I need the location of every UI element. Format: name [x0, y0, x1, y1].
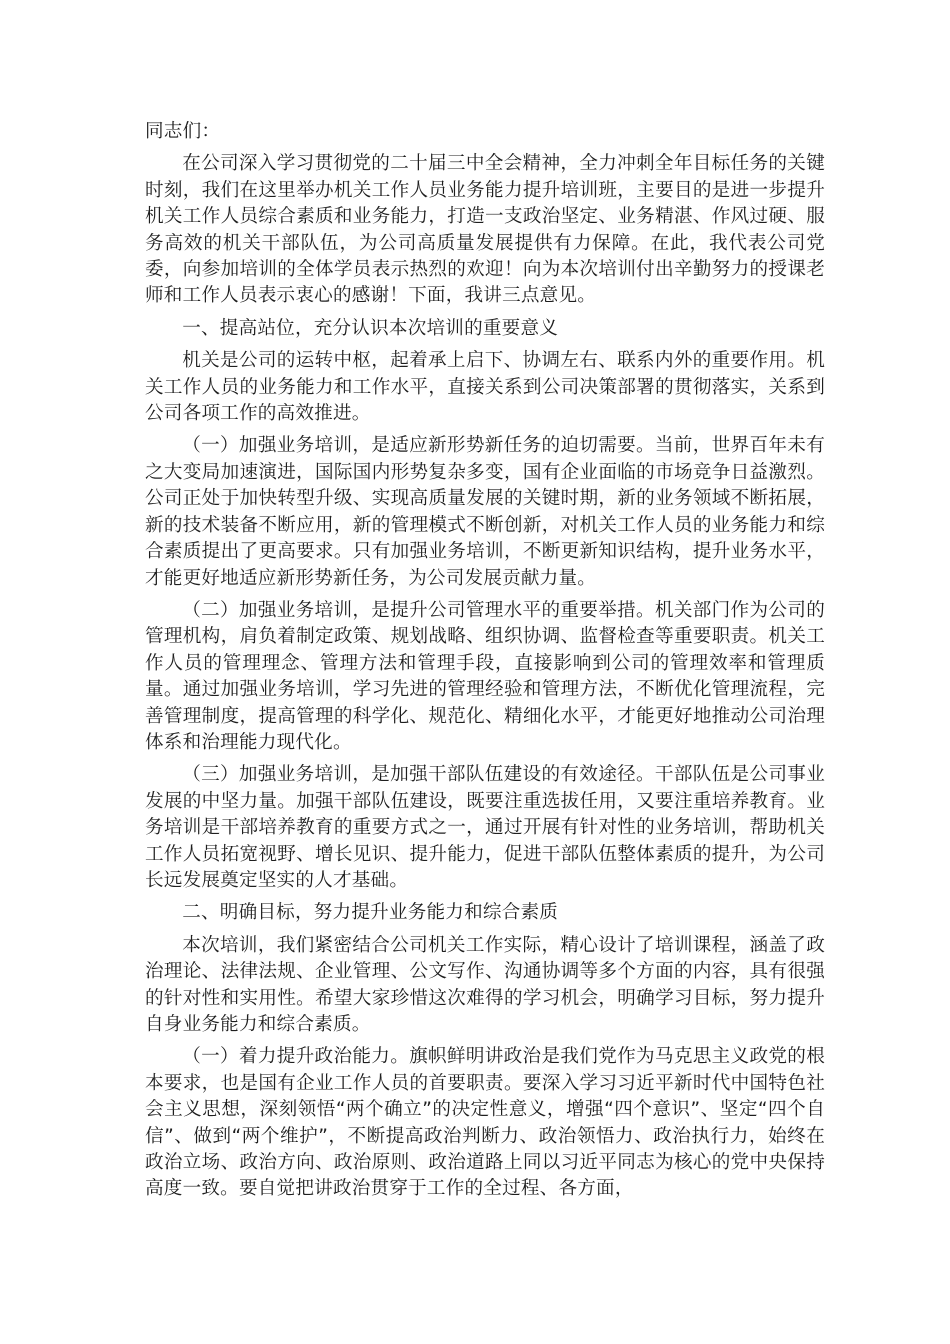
- paragraph-section-1-point-2: （二）加强业务培训，是提升公司管理水平的重要举措。机关部门作为公司的管理机构，肩负着制定政策、规划战略、组织协调、监督检查等重要职责。机关工作人员的管理理念、管理方法和管理手段，直接影响到公司的管理效率和管理质量。通过加强业务培训，学习先进的管理经验和管理方法，不断优化管理流程，完善管理制度，提高管理的科学化、规范化、精细化水平，才能更好地推动公司治理体系和治理能力现代化。: [145, 599, 825, 753]
- paragraph-section-2-intro: 本次培训，我们紧密结合公司机关工作实际，精心设计了培训课程，涵盖了政治理论、法律法规、企业管理、公文写作、沟通协调等多个方面的内容，具有很强的针对性和实用性。希望大家珍惜这次难得的学习机会，明确学习目标，努力提升自身业务能力和综合素质。: [145, 934, 825, 1035]
- paragraph-section-1-intro: 机关是公司的运转中枢，起着承上启下、协调左右、联系内外的重要作用。机关工作人员的业务能力和工作水平，直接关系到公司决策部署的贯彻落实，关系到公司各项工作的高效推进。: [145, 350, 825, 425]
- section-heading-2: 二、明确目标，努力提升业务能力和综合素质: [182, 902, 559, 924]
- paragraph-section-1-point-1: （一）加强业务培训，是适应新形势新任务的迫切需要。当前，世界百年未有之大变局加速演进，国际国内形势复杂多变，国有企业面临的市场竞争日益激烈。公司正处于加快转型升级、实现高质量发展的关键时期，新的业务领域不断拓展，新的技术装备不断应用，新的管理模式不断创新，对机关工作人员的业务能力和综合素质提出了更高要求。只有加强业务培训，不断更新知识结构，提升业务水平，才能更好地适应新形势新任务，为公司发展贡献力量。: [145, 435, 825, 589]
- paragraph-section-2-point-1: （一）着力提升政治能力。旗帜鲜明讲政治是我们党作为马克思主义政党的根本要求，也是国有企业工作人员的首要职责。要深入学习习近平新时代中国特色社会主义思想，深刻领悟“两个确立”的决定性意义，增强“四个意识”、坚定“四个自信”、做到“两个维护”，不断提高政治判断力、政治领悟力、政治执行力，始终在政治立场、政治方向、政治原则、政治道路上同以习近平同志为核心的党中央保持高度一致。要自觉把讲政治贯穿于工作的全过程、各方面，: [145, 1046, 825, 1200]
- salutation: 同志们：: [145, 121, 221, 142]
- paragraph-section-1-point-3: （三）加强业务培训，是加强干部队伍建设的有效途径。干部队伍是公司事业发展的中坚力量。加强干部队伍建设，既要注重选拔任用，又要注重培养教育。业务培训是干部培养教育的重要方式之一，通过开展有针对性的业务培训，帮助机关工作人员拓宽视野、增长见识、提升能力，促进干部队伍整体素质的提升，为公司长远发展奠定坚实的人才基础。: [145, 764, 825, 891]
- section-heading-1: 一、提高站位，充分认识本次培训的重要意义: [182, 317, 559, 339]
- document-page: [145, 119, 825, 1209]
- paragraph-opening: 在公司深入学习贯彻党的二十届三中全会精神，全力冲刺全年目标任务的关键时刻，我们在这里举办机关工作人员业务能力提升培训班，主要目的是进一步提升机关工作人员综合素质和业务能力，打造一支政治坚定、业务精湛、作风过硬、服务高效的机关干部队伍，为公司高质量发展提供有力保障。在此，我代表公司党委，向参加培训的全体学员表示热烈的欢迎！向为本次培训付出辛勤努力的授课老师和工作人员表示衷心的感谢！下面，我讲三点意见。: [145, 153, 825, 307]
